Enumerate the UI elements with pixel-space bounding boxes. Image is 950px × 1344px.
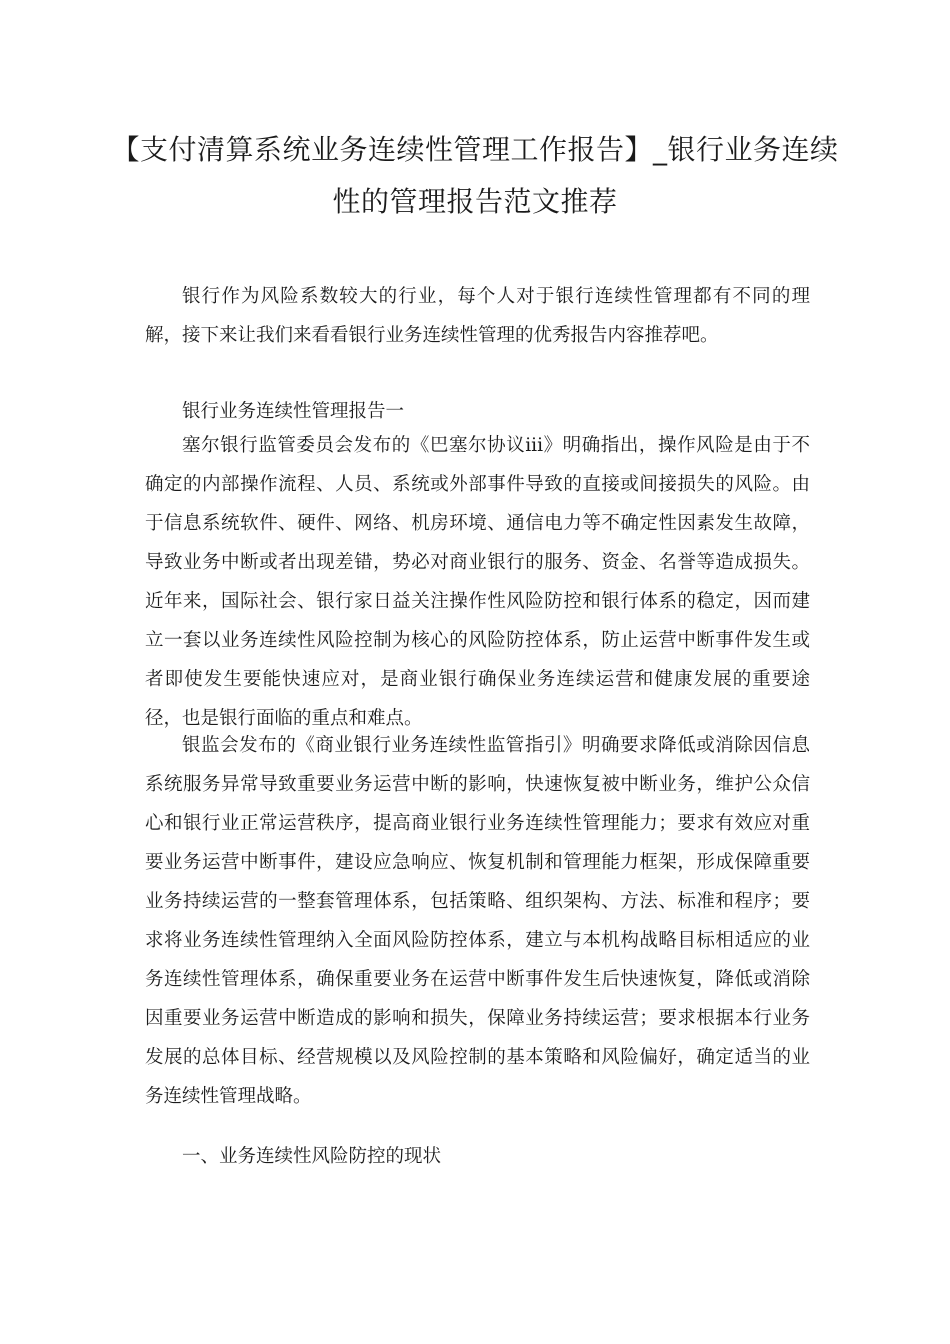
intro-paragraph: 银行作为风险系数较大的行业，每个人对于银行连续性管理都有不同的理解，接下来让我们来看看银行业务连续性管理的优秀报告内容推荐吧。 xyxy=(145,286,810,346)
document-title: 【支付清算系统业务连续性管理工作报告】_银行业务连续性的管理报告范文推荐 xyxy=(111,133,839,218)
section1-heading: 银行业务连续性管理报告一 xyxy=(182,401,405,422)
section2-heading: 一、业务连续性风险防控的现状 xyxy=(182,1146,442,1167)
section1-paragraph-1: 塞尔银行监管委员会发布的《巴塞尔协议iii》明确指出，操作风险是由于不确定的内部操作流程、人员、系统或外部事件导致的直接或间接损失的风险。由于信息系统软件、硬件、网络、机房环境、通信电力等不确定性因素发生故障，导致业务中断或者出现差错，势必对商业银行的服务、资金、名誉等造成损失。近年来，国际社会、银行家日益关注操作性风险防控和银行体系的稳定，因而建立一套以业务连续性风险控制为核心的风险防控体系，防止运营中断事件发生或者即使发生要能快速应对，是商业银行确保业务连续运营和健康发展的重要途径，也是银行面临的重点和难点。 xyxy=(145,435,810,729)
section1-paragraph-2: 银监会发布的《商业银行业务连续性监管指引》明确要求降低或消除因信息系统服务异常导致重要业务运营中断的影响，快速恢复被中断业务，维护公众信心和银行业正常运营秩序，提高商业银行业务连续性管理能力；要求有效应对重要业务运营中断事件，建设应急响应、恢复机制和管理能力框架，形成保障重要业务持续运营的一整套管理体系，包括策略、组织架构、方法、标准和程序；要求将业务连续性管理纳入全面风险防控体系，建立与本机构战略目标相适应的业务连续性管理体系，确保重要业务在运营中断事件发生后快速恢复，降低或消除因重要业务运营中断造成的影响和损失，保障业务持续运营；要求根据本行业务发展的总体目标、经营规模以及风险控制的基本策略和风险偏好，确定适当的业务连续性管理战略。 xyxy=(145,735,810,1107)
